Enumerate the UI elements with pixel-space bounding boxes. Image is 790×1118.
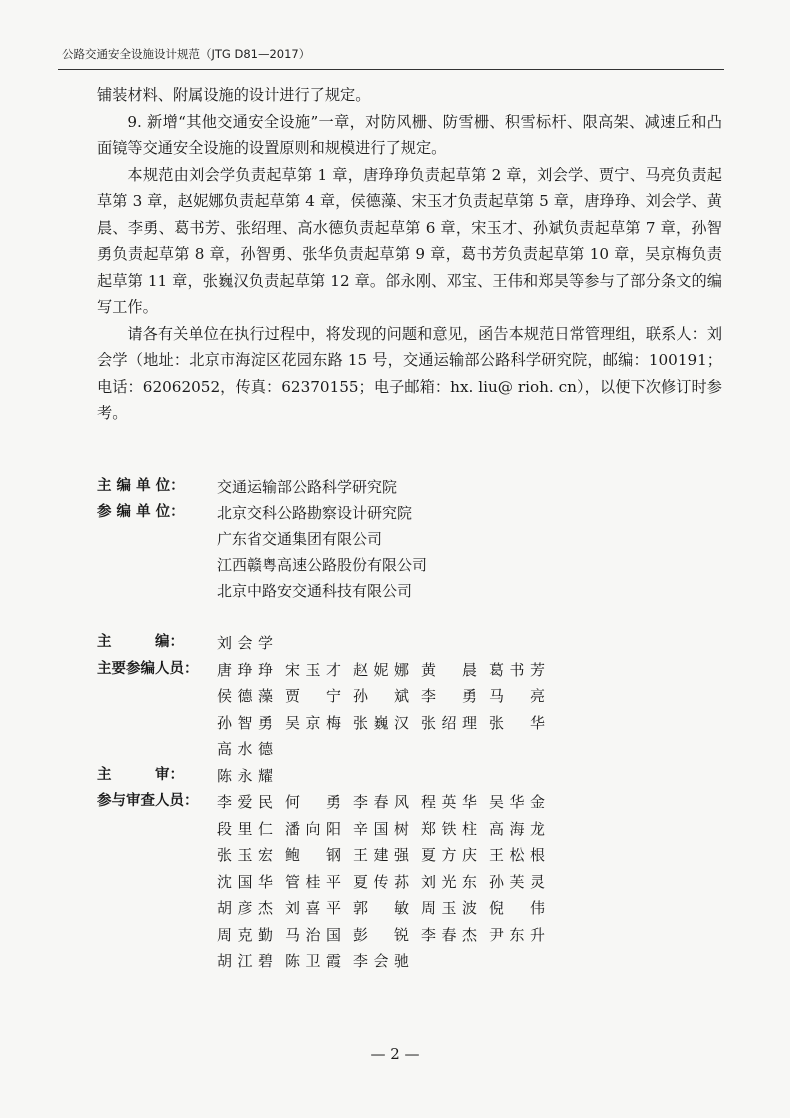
person-name: 李春杰 bbox=[421, 925, 477, 944]
person-name: 段里仁 bbox=[217, 819, 273, 838]
chief-editor-names bbox=[217, 630, 737, 657]
person-name: 胡江碧 bbox=[217, 952, 273, 970]
chief-unit-row bbox=[97, 474, 737, 500]
chief-unit-label: 主 编 单 位： bbox=[97, 478, 185, 494]
person-name: 李春风 bbox=[353, 793, 409, 811]
running-header: 公路交通安全设施设计规范（JTG D81—2017） bbox=[62, 47, 311, 61]
person-name: 倪 伟 bbox=[489, 899, 545, 917]
chief-reviewer-label: 主 审： bbox=[97, 766, 184, 783]
person-name: 吴京梅 bbox=[285, 713, 341, 732]
person-name: 彭 锐 bbox=[353, 925, 409, 944]
person-name: 张 华 bbox=[489, 713, 545, 732]
person-name: 王建强 bbox=[353, 846, 409, 864]
header-divider bbox=[58, 69, 724, 70]
person-name: 尹东升 bbox=[489, 925, 545, 944]
person-name: 夏传荪 bbox=[353, 872, 409, 891]
person-name: 吴华金 bbox=[489, 793, 545, 811]
person-name: 马治国 bbox=[285, 925, 341, 944]
person-name: 李会驰 bbox=[353, 952, 409, 970]
person-name: 王松根 bbox=[489, 846, 545, 864]
participating-unit-name: 广东省交通集团有限公司 bbox=[217, 530, 383, 548]
person-name: 唐琤琤 bbox=[217, 660, 273, 679]
person-name: 黄 晨 bbox=[421, 660, 477, 679]
person-name: 高水德 bbox=[217, 740, 273, 758]
participating-unit-name: 江西赣粤高速公路股份有限公司 bbox=[217, 556, 428, 574]
person-name: 刘光东 bbox=[421, 872, 477, 891]
person-name: 葛书芳 bbox=[489, 660, 545, 679]
person-name: 张玉宏 bbox=[217, 846, 273, 864]
paragraph-continuation: 铺装材料、附属设施的设计进行了规定。 bbox=[97, 86, 371, 104]
person-name: 郑铁柱 bbox=[421, 819, 477, 838]
person-name: 张绍理 bbox=[421, 713, 477, 732]
chief-reviewer-row bbox=[97, 763, 737, 790]
person-name: 胡彦杰 bbox=[217, 899, 273, 917]
reviewers-row bbox=[97, 789, 737, 975]
main-editors-row bbox=[97, 657, 737, 763]
person-name: 宋玉才 bbox=[285, 660, 341, 679]
participating-unit-name: 北京交科公路勘察设计研究院 bbox=[217, 504, 413, 522]
intro-text bbox=[97, 82, 722, 427]
person-name: 侯德藻 bbox=[217, 687, 273, 705]
units-section bbox=[97, 474, 737, 604]
people-section bbox=[97, 630, 737, 975]
main-editors-names bbox=[217, 657, 737, 763]
reviewers-label: 参与审查人员： bbox=[97, 793, 199, 809]
participating-units-label: 参 编 单 位： bbox=[97, 504, 185, 520]
person-name: 潘向阳 bbox=[285, 819, 341, 838]
person-name: 陈永耀 bbox=[217, 766, 273, 785]
main-editors-label: 主要参编人员： bbox=[97, 660, 199, 677]
reviewers-names bbox=[217, 789, 737, 975]
person-name: 贾 宁 bbox=[285, 687, 341, 705]
person-name: 程英华 bbox=[421, 793, 477, 811]
person-name: 夏方庆 bbox=[421, 846, 477, 864]
person-name: 刘喜平 bbox=[285, 899, 341, 917]
person-name: 沈国华 bbox=[217, 872, 273, 891]
person-name: 刘会学 bbox=[217, 634, 273, 652]
person-name: 李爱民 bbox=[217, 793, 273, 811]
person-name: 张巍汉 bbox=[353, 713, 409, 732]
person-name: 高海龙 bbox=[489, 819, 545, 838]
person-name: 周克勤 bbox=[217, 925, 273, 944]
chief-editor-label: 主 编： bbox=[97, 634, 184, 650]
person-name: 陈卫霞 bbox=[285, 952, 341, 970]
person-name: 管桂平 bbox=[285, 872, 341, 891]
paragraph-authors: 本规范由刘会学负责起草第 1 章，唐琤琤负责起草第 2 章，刘会学、贾宁、马亮负责起草第 3 章，赵妮娜负责起草第 4 章，侯德藻、宋玉才负责起草第 5 章，唐琤琤、刘会学、黄晨、李勇、葛书芳、张绍理、高水德负责起草第 6 章，宋玉才、孙斌负责起草第 7 章，孙智勇负责起草第 8 章，孙智勇、张华负责起草第 9 章，葛书芳负责起草第 10 章，吴京梅负责起草第 11 章，张巍汉负责起草第 12 章。郃永刚、邓宝、王伟和郑昊等参与了部分条文的编写工作。 bbox=[97, 165, 722, 316]
person-name: 鲍 钢 bbox=[285, 846, 341, 864]
participating-units-row bbox=[97, 500, 737, 604]
person-name: 辛国树 bbox=[353, 819, 409, 838]
page-number: — 2 — bbox=[370, 1045, 420, 1063]
person-name: 何 勇 bbox=[285, 793, 341, 811]
chief-reviewer-names bbox=[217, 763, 737, 790]
person-name: 郭 敏 bbox=[353, 899, 409, 917]
person-name: 马 亮 bbox=[489, 687, 545, 705]
person-name: 孙智勇 bbox=[217, 713, 273, 732]
person-name: 李 勇 bbox=[421, 687, 477, 705]
person-name: 孙 斌 bbox=[353, 687, 409, 705]
paragraph-contact: 请各有关单位在执行过程中，将发现的问题和意见，函告本规范日常管理组，联系人：刘会学（地址：北京市海淀区花园东路 15 号，交通运输部公路科学研究院，邮编：100191；电话：62062052，传真：62370155；电子邮箱：hx. liu@ rioh. cn），以便下次修订时参考。 bbox=[97, 324, 722, 422]
chief-unit-name: 交通运输部公路科学研究院 bbox=[217, 478, 398, 496]
person-name: 孙芙灵 bbox=[489, 872, 545, 891]
chief-editor-row bbox=[97, 630, 737, 657]
participating-unit-name: 北京中路安交通科技有限公司 bbox=[217, 582, 413, 600]
person-name: 赵妮娜 bbox=[353, 660, 409, 679]
paragraph-item-9: 9. 新增“其他交通安全设施”一章，对防风栅、防雪栅、积雪标杆、限高架、减速丘和凸面镜等交通安全设施的设置原则和规模进行了规定。 bbox=[97, 112, 722, 157]
person-name: 周玉波 bbox=[421, 899, 477, 917]
